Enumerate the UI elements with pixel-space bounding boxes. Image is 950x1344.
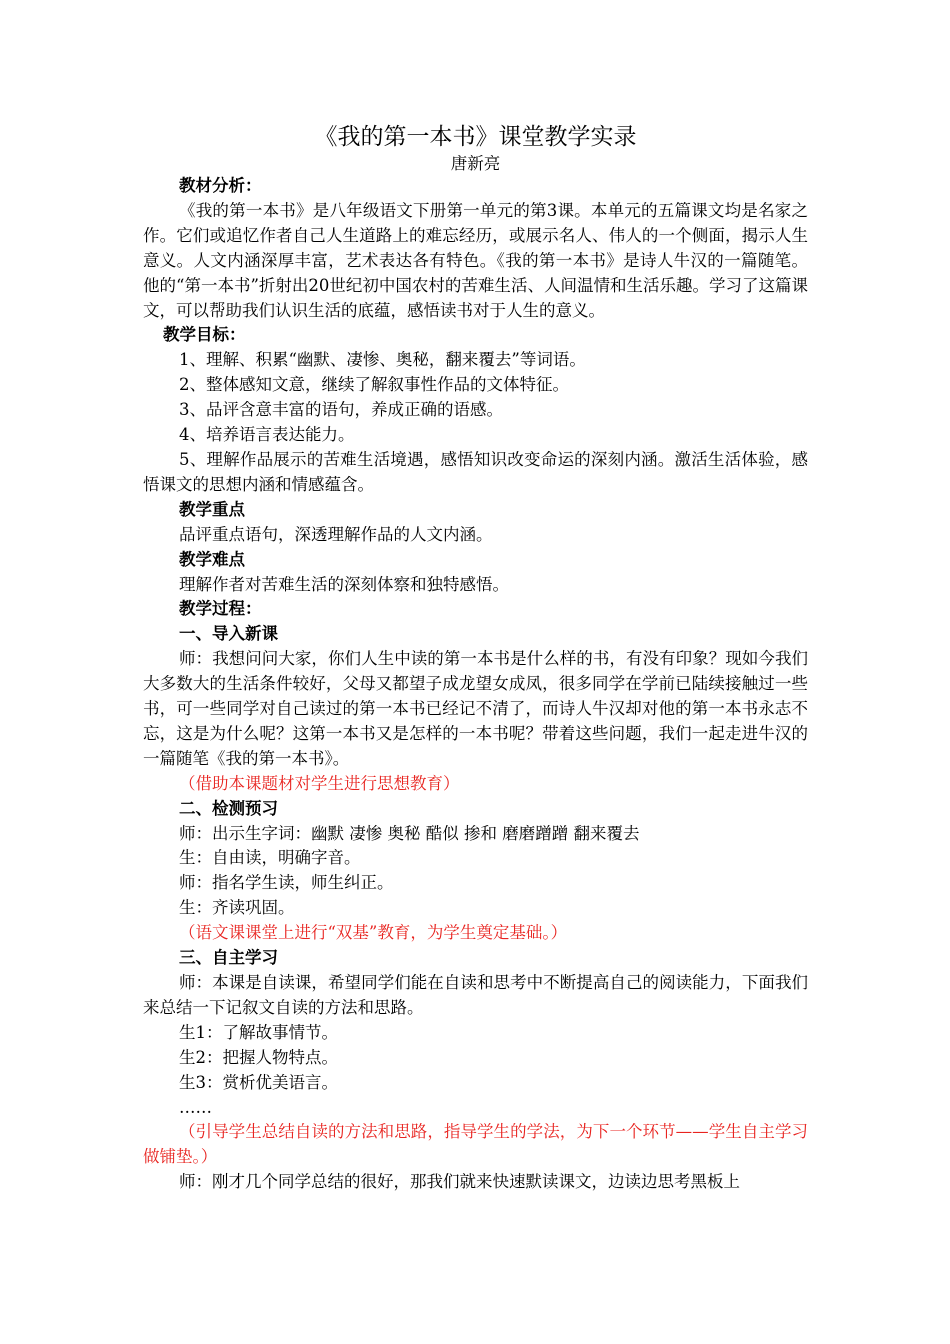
goal-item: 1、理解、积累“幽默、凄惨、奥秘，翻来覆去”等词语。 xyxy=(179,350,586,370)
focus-text: 品评重点语句，深透理解作品的人文内涵。 xyxy=(179,524,493,544)
part2-line: 师：指名学生读，师生纠正。 xyxy=(179,873,394,893)
goal-item: 4、培养语言表达能力。 xyxy=(179,425,355,445)
process-heading: 教学过程： xyxy=(179,599,262,619)
goal-item: 2、整体感知文意，继续了解叙事性作品的文体特征。 xyxy=(179,375,569,395)
part2-line: 生：自由读，明确字音。 xyxy=(179,848,361,868)
part3-line: …… xyxy=(179,1097,212,1117)
part3-text: 师：本课是自读课，希望同学们能在自读和思考中不断提高自己的阅读能力，下面我们来总结一下记叙文自读的方法和思路。 xyxy=(143,973,808,1017)
document-body xyxy=(143,174,808,1195)
part2-line: 师：出示生字词：幽默 凄惨 奥秘 酷似 掺和 磨磨蹭蹭 翻来覆去 xyxy=(179,823,640,843)
part1-heading: 一、导入新课 xyxy=(179,624,278,644)
part3-note: （引导学生总结自读的方法和思路，指导学生的学法，为下一个环节——学生自主学习做铺垫。） xyxy=(143,1122,808,1167)
part3-line: 生2：把握人物特点。 xyxy=(179,1047,338,1067)
difficulty-text: 理解作者对苦难生活的深刻体察和独特感悟。 xyxy=(179,574,509,594)
document-title: 《我的第一本书》课堂教学实录 xyxy=(314,124,637,150)
part3-last: 师：刚才几个同学总结的很好，那我们就来快速默读课文，边读边思考黑板上 xyxy=(179,1172,740,1192)
difficulty-heading: 教学难点 xyxy=(179,549,245,569)
focus-heading: 教学重点 xyxy=(179,499,245,519)
part3-heading: 三、自主学习 xyxy=(179,948,278,968)
part3-line: 生1：了解故事情节。 xyxy=(179,1022,338,1042)
goals-heading: 教学目标： xyxy=(163,325,246,345)
author-name: 唐新亮 xyxy=(450,154,501,173)
goal-item: 5、理解作品展示的苦难生活境遇，感悟知识改变命运的深刻内涵。激活生活体验，感悟课文的思想内涵和情感蕴含。 xyxy=(143,449,808,494)
part1-text: 师：我想问问大家，你们人生中读的第一本书是什么样的书，有没有印象？现如今我们大多数大的生活条件较好，父母又都望子成龙望女成凤，很多同学在学前已陆续接触过一些书，可一些同学对自己读过的第一本书已经记不清了，而诗人牛汉却对他的第一本书永志不忘，这是为什么呢？这第一本书又是怎样的一本书呢？带着这些问题，我们一起走进牛汉的一篇随笔《我的第一本书》。 xyxy=(143,649,808,768)
analysis-text: 《我的第一本书》是八年级语文下册第一单元的第3课。本单元的五篇课文均是名家之作。它们或追忆作者自己人生道路上的难忘经历，或展示名人、伟人的一个侧面，揭示人生意义。人文内涵深厚丰富，艺术表达各有特色。《我的第一本书》是诗人牛汉的一篇随笔。他的“第一本书”折射出20世纪初中国农村的苦难生活、人间温情和生活乐趣。学习了这篇课文，可以帮助我们认识生活的底蕴，感悟读书对于人生的意义。 xyxy=(143,200,808,320)
part2-line: 生：齐读巩固。 xyxy=(179,898,295,918)
goal-item: 3、品评含意丰富的语句，养成正确的语感。 xyxy=(179,400,503,420)
analysis-heading: 教材分析： xyxy=(179,176,262,195)
part2-heading: 二、检测预习 xyxy=(179,798,278,818)
part1-note: （借助本课题材对学生进行思想教育） xyxy=(179,773,460,793)
part2-note: （语文课课堂上进行“双基”教育，为学生奠定基础。） xyxy=(179,923,568,943)
part3-line: 生3：赏析优美语言。 xyxy=(179,1072,338,1092)
